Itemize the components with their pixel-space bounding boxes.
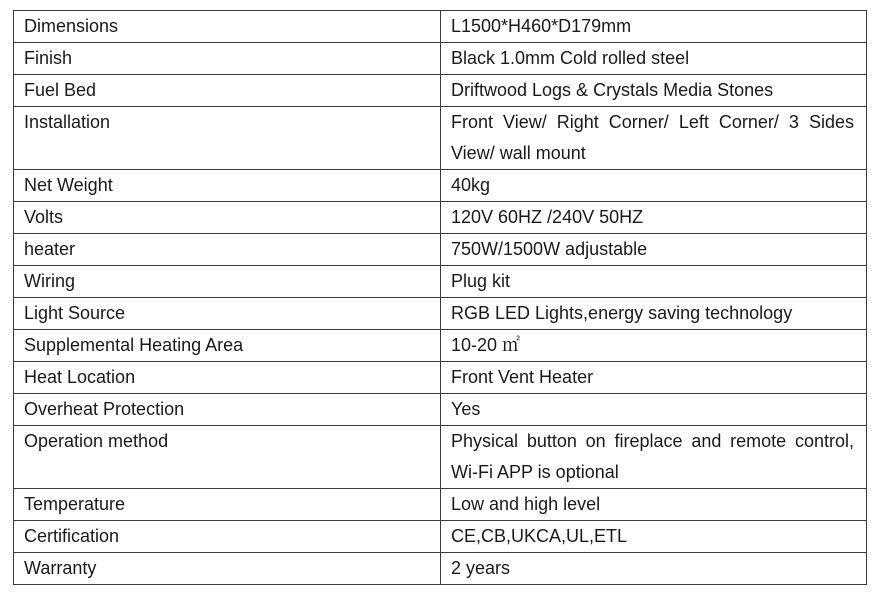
row-value: CE,CB,UKCA,UL,ETL: [441, 521, 867, 553]
row-label: Supplemental Heating Area: [14, 330, 441, 362]
table-row-wiring: [14, 266, 867, 298]
table-row-fuel-bed: [14, 75, 867, 107]
row-label: Operation method: [14, 426, 441, 489]
row-label: heater: [14, 234, 441, 266]
row-value: RGB LED Lights,energy saving technology: [441, 298, 867, 330]
row-value: Yes: [441, 394, 867, 426]
table-row-warranty: [14, 553, 867, 585]
row-label: Finish: [14, 43, 441, 75]
table-row-volts: [14, 202, 867, 234]
row-label: Warranty: [14, 553, 441, 585]
row-label: Overheat Protection: [14, 394, 441, 426]
row-value: Driftwood Logs & Crystals Media Stones: [441, 75, 867, 107]
table-row-temperature: [14, 489, 867, 521]
table-row-heat-location: [14, 362, 867, 394]
row-value: 120V 60HZ /240V 50HZ: [441, 202, 867, 234]
table-row-supplemental-heating-area: [14, 330, 867, 362]
row-label: Light Source: [14, 298, 441, 330]
row-label: Net Weight: [14, 170, 441, 202]
row-value: Front View/ Right Corner/ Left Corner/ 3 Sides View/ wall mount: [441, 107, 867, 170]
table-row-operation-method: [14, 426, 867, 489]
row-value: Low and high level: [441, 489, 867, 521]
row-label: Dimensions: [14, 11, 441, 43]
row-value: 10-20 ㎡: [441, 330, 867, 362]
row-label: Volts: [14, 202, 441, 234]
row-value: Physical button on fireplace and remote control, Wi-Fi APP is optional: [441, 426, 867, 489]
row-value: Plug kit: [441, 266, 867, 298]
row-value: 40kg: [441, 170, 867, 202]
table-row-certification: [14, 521, 867, 553]
table-row-dimensions: [14, 11, 867, 43]
row-label: Fuel Bed: [14, 75, 441, 107]
row-label: Temperature: [14, 489, 441, 521]
table-row-installation: [14, 107, 867, 170]
row-value: L1500*H460*D179mm: [441, 11, 867, 43]
row-label: Installation: [14, 107, 441, 170]
row-label: Heat Location: [14, 362, 441, 394]
row-label: Certification: [14, 521, 441, 553]
spec-table-body: [14, 11, 867, 585]
table-row-finish: [14, 43, 867, 75]
spec-table: [13, 10, 867, 585]
row-value: 2 years: [441, 553, 867, 585]
row-value: 750W/1500W adjustable: [441, 234, 867, 266]
row-value: Front Vent Heater: [441, 362, 867, 394]
table-row-light-source: [14, 298, 867, 330]
table-row-heater: [14, 234, 867, 266]
table-row-overheat-protection: [14, 394, 867, 426]
table-row-net-weight: [14, 170, 867, 202]
row-label: Wiring: [14, 266, 441, 298]
row-value: Black 1.0mm Cold rolled steel: [441, 43, 867, 75]
